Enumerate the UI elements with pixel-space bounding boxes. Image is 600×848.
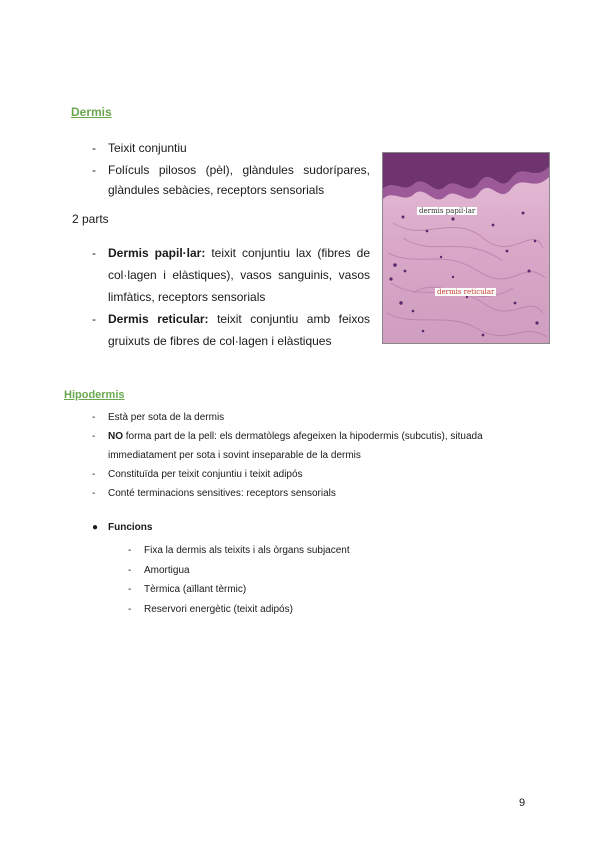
bullet-icon: ●	[92, 522, 99, 533]
list-item: - Reservori energètic (teixit adipós)	[128, 600, 528, 620]
item-text: Conté terminacions sensitives: receptors sensorials	[108, 488, 336, 499]
label-dermis-retic: dermis reticular	[437, 288, 495, 296]
histology-micrograph	[383, 153, 549, 343]
list-item	[92, 427, 532, 465]
item-text: forma part de la pell: els dermatòlegs afegeixen la hipodermis (subcutis), situada immediatament per sota i sovint inseparable de la dermis	[108, 431, 483, 461]
list-item: - Folículs pilosos (pèl), glàndules sudorípares, glàndules sebàcies, receptors sensorials	[92, 160, 370, 201]
desc-retic: teixit conjuntiu amb feixos gruixuts de fibres de col·lagen i elàstiques	[108, 312, 370, 348]
list-item	[92, 242, 370, 308]
list-item	[92, 308, 370, 352]
list-item: - Tèrmica (aïllant tèrmic)	[128, 580, 528, 600]
dermis-list	[92, 138, 370, 202]
parts-intro: 2 parts	[72, 212, 109, 226]
list-item	[92, 465, 532, 484]
list-item: - Teixit conjuntiu	[92, 138, 370, 159]
term-papil: Dermis papil·lar:	[108, 246, 206, 260]
desc-papil: teixit conjuntiu lax (fibres de col·lagen i elàstiques), vasos sanguinis, vasos limfàtics, receptors sensorials	[108, 246, 370, 304]
list-item	[92, 408, 532, 427]
funcions-label: Funcions	[108, 522, 153, 533]
histology-image	[382, 152, 550, 344]
item-bold: NO	[108, 431, 123, 442]
dermis-heading: Dermis	[71, 105, 112, 119]
item-text: Constituïda per teixit conjuntiu i teixit adipós	[108, 469, 303, 480]
item-text: Està per sota de la dermis	[108, 412, 225, 423]
hipodermis-heading: Hipodermis	[64, 389, 125, 401]
term-retic: Dermis reticular:	[108, 312, 209, 326]
list-item: - Fixa la dermis als teixits i als òrgans subjacent	[128, 541, 528, 561]
page-number: 9	[519, 797, 526, 809]
label-dermis-papil: dermis papil·lar	[419, 207, 476, 215]
funcions-list	[128, 541, 528, 619]
hipodermis-list	[92, 408, 532, 503]
list-item: - Amortigua	[128, 561, 528, 581]
list-item	[92, 484, 532, 503]
dermis-parts-list	[92, 242, 370, 352]
